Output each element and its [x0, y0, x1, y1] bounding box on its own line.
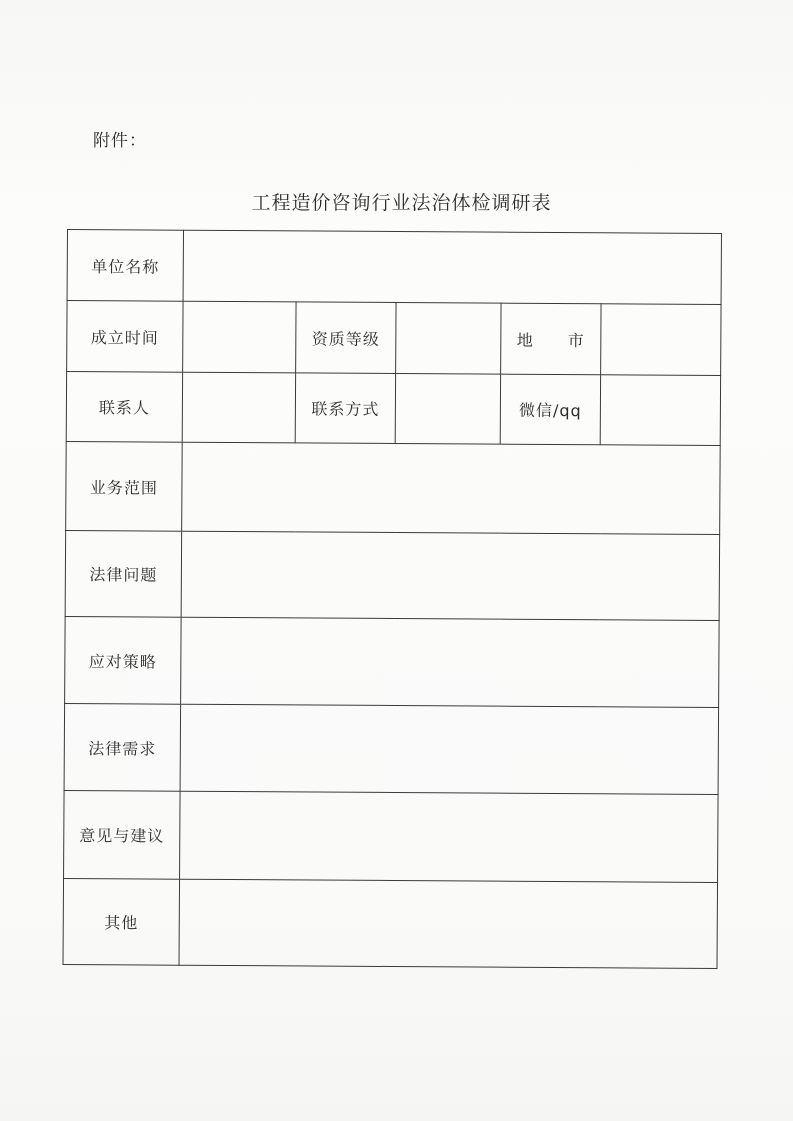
contact-person-field[interactable]: [182, 372, 295, 443]
table-row: [67, 230, 721, 305]
legal-issues-field[interactable]: [181, 531, 720, 620]
table-row: [65, 530, 720, 620]
contact-method-label: 联系方式: [295, 373, 395, 444]
city-label: 地 市: [501, 303, 601, 375]
business-scope-label: 业务范围: [66, 441, 183, 531]
established-time-label: 成立时间: [67, 301, 183, 373]
legal-needs-field[interactable]: [180, 704, 719, 794]
wechat-qq-field[interactable]: [600, 375, 720, 446]
qualification-level-field[interactable]: [396, 303, 501, 375]
established-time-field[interactable]: [183, 301, 296, 373]
legal-issues-label: 法律问题: [65, 530, 182, 617]
city-field[interactable]: [601, 304, 721, 376]
other-field[interactable]: [179, 879, 718, 968]
qualification-level-label: 资质等级: [296, 302, 396, 374]
table-row: [64, 790, 719, 882]
table-row: [64, 703, 719, 794]
contact-method-field[interactable]: [395, 374, 500, 445]
wechat-qq-label: 微信/qq: [500, 374, 600, 445]
opinions-suggestions-field[interactable]: [180, 791, 719, 882]
other-label: 其他: [63, 878, 180, 965]
table-row: [67, 301, 721, 376]
legal-needs-label: 法律需求: [64, 703, 181, 791]
contact-person-label: 联系人: [66, 372, 182, 443]
response-strategy-label: 应对策略: [65, 616, 182, 704]
survey-form-table: [63, 229, 723, 969]
unit-name-label: 单位名称: [67, 230, 183, 302]
document-title: 工程造价咨询行业法治体检调研表: [251, 192, 552, 214]
table-row: [66, 372, 720, 446]
opinions-suggestions-label: 意见与建议: [64, 790, 181, 879]
response-strategy-field[interactable]: [181, 617, 720, 707]
table-row: [65, 616, 720, 707]
table-row: [63, 878, 718, 968]
business-scope-field[interactable]: [182, 442, 721, 534]
attachment-label: 附件：: [93, 131, 147, 151]
table-row: [66, 441, 721, 534]
unit-name-field[interactable]: [183, 230, 721, 304]
